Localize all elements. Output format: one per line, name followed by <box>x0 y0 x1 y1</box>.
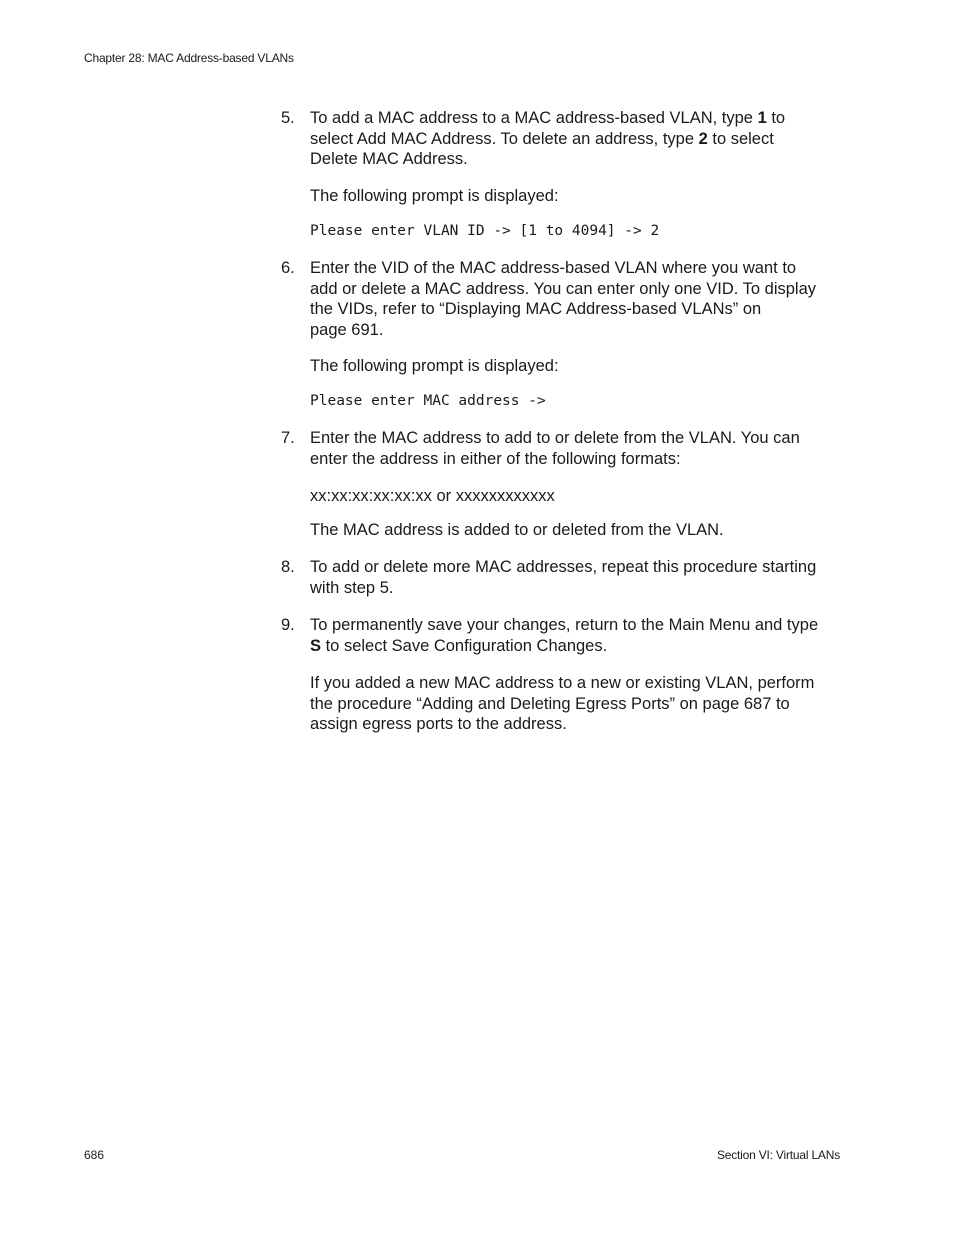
step-5-line-2-b: to select <box>707 129 774 148</box>
running-header: Chapter 28: MAC Address-based VLANs <box>84 51 294 65</box>
step-7-number: 7. <box>281 429 295 447</box>
step-5-key-1: 1 <box>757 109 767 127</box>
step-9-line-1: To permanently save your changes, return to the Main Menu and type <box>310 616 819 634</box>
step-5-key-2: 2 <box>698 129 708 148</box>
step-9-note-line-3: assign egress ports to the address. <box>310 715 567 733</box>
step-9-text <box>310 615 850 656</box>
step-7-text <box>310 428 850 469</box>
step-6-line-4: page 691. <box>310 320 384 339</box>
step-5-prompt: Please enter VLAN ID -> [1 to 4094] -> 2 <box>310 223 660 239</box>
step-9-key: S <box>310 636 322 655</box>
step-5-text <box>310 108 850 170</box>
step-9-line-2-b: to select Save Configuration Changes. <box>321 636 608 655</box>
step-7-result: The MAC address is added to or deleted from the VLAN. <box>310 521 724 539</box>
step-6-text <box>310 258 850 340</box>
step-5-line-1 <box>310 108 850 129</box>
step-9-number: 9. <box>281 616 295 634</box>
step-5-line-3: Delete MAC Address. <box>310 150 468 168</box>
step-5-number: 5. <box>281 109 295 127</box>
step-8-line-1: To add or delete more MAC addresses, repeat this procedure starting <box>310 558 817 576</box>
step-9-note <box>310 673 850 735</box>
step-6-prompt-intro: The following prompt is displayed: <box>310 357 559 375</box>
step-7-line-1: Enter the MAC address to add to or delete from the VLAN. You can <box>310 429 800 447</box>
running-footer-section: Section VI: Virtual LANs <box>716 1148 840 1162</box>
step-5-line-2-a: select Add MAC Address. To delete an address, type <box>310 129 699 148</box>
step-7-line-2: enter the address in either of the following formats: <box>310 449 681 468</box>
step-9-note-line-2: the procedure “Adding and Deleting Egress Ports” on page 687 to <box>310 694 790 713</box>
step-6-line-2: add or delete a MAC address. You can enter only one VID. To display <box>310 279 817 298</box>
step-9-note-line-1: If you added a new MAC address to a new or existing VLAN, perform <box>310 674 815 692</box>
step-8-number: 8. <box>281 558 295 576</box>
step-8-line-2: with step 5. <box>310 578 394 597</box>
page-number: 686 <box>84 1148 105 1162</box>
step-7-formats: xx:xx:xx:xx:xx:xx or xxxxxxxxxxxx <box>310 487 555 505</box>
step-6-number: 6. <box>281 259 295 277</box>
step-5-line-1-b: to <box>766 109 786 127</box>
step-9-line-2 <box>310 636 850 657</box>
step-5-line-1-a: To add a MAC address to a MAC address-based VLAN, type <box>310 109 758 127</box>
step-5-prompt-intro: The following prompt is displayed: <box>310 187 559 205</box>
step-6-line-1: Enter the VID of the MAC address-based VLAN where you want to <box>310 259 797 277</box>
step-6-line-3: the VIDs, refer to “Displaying MAC Address-based VLANs” on <box>310 300 762 318</box>
step-6-prompt: Please enter MAC address -> <box>310 393 546 409</box>
step-8-text <box>310 557 850 598</box>
step-5-line-2 <box>310 129 850 150</box>
